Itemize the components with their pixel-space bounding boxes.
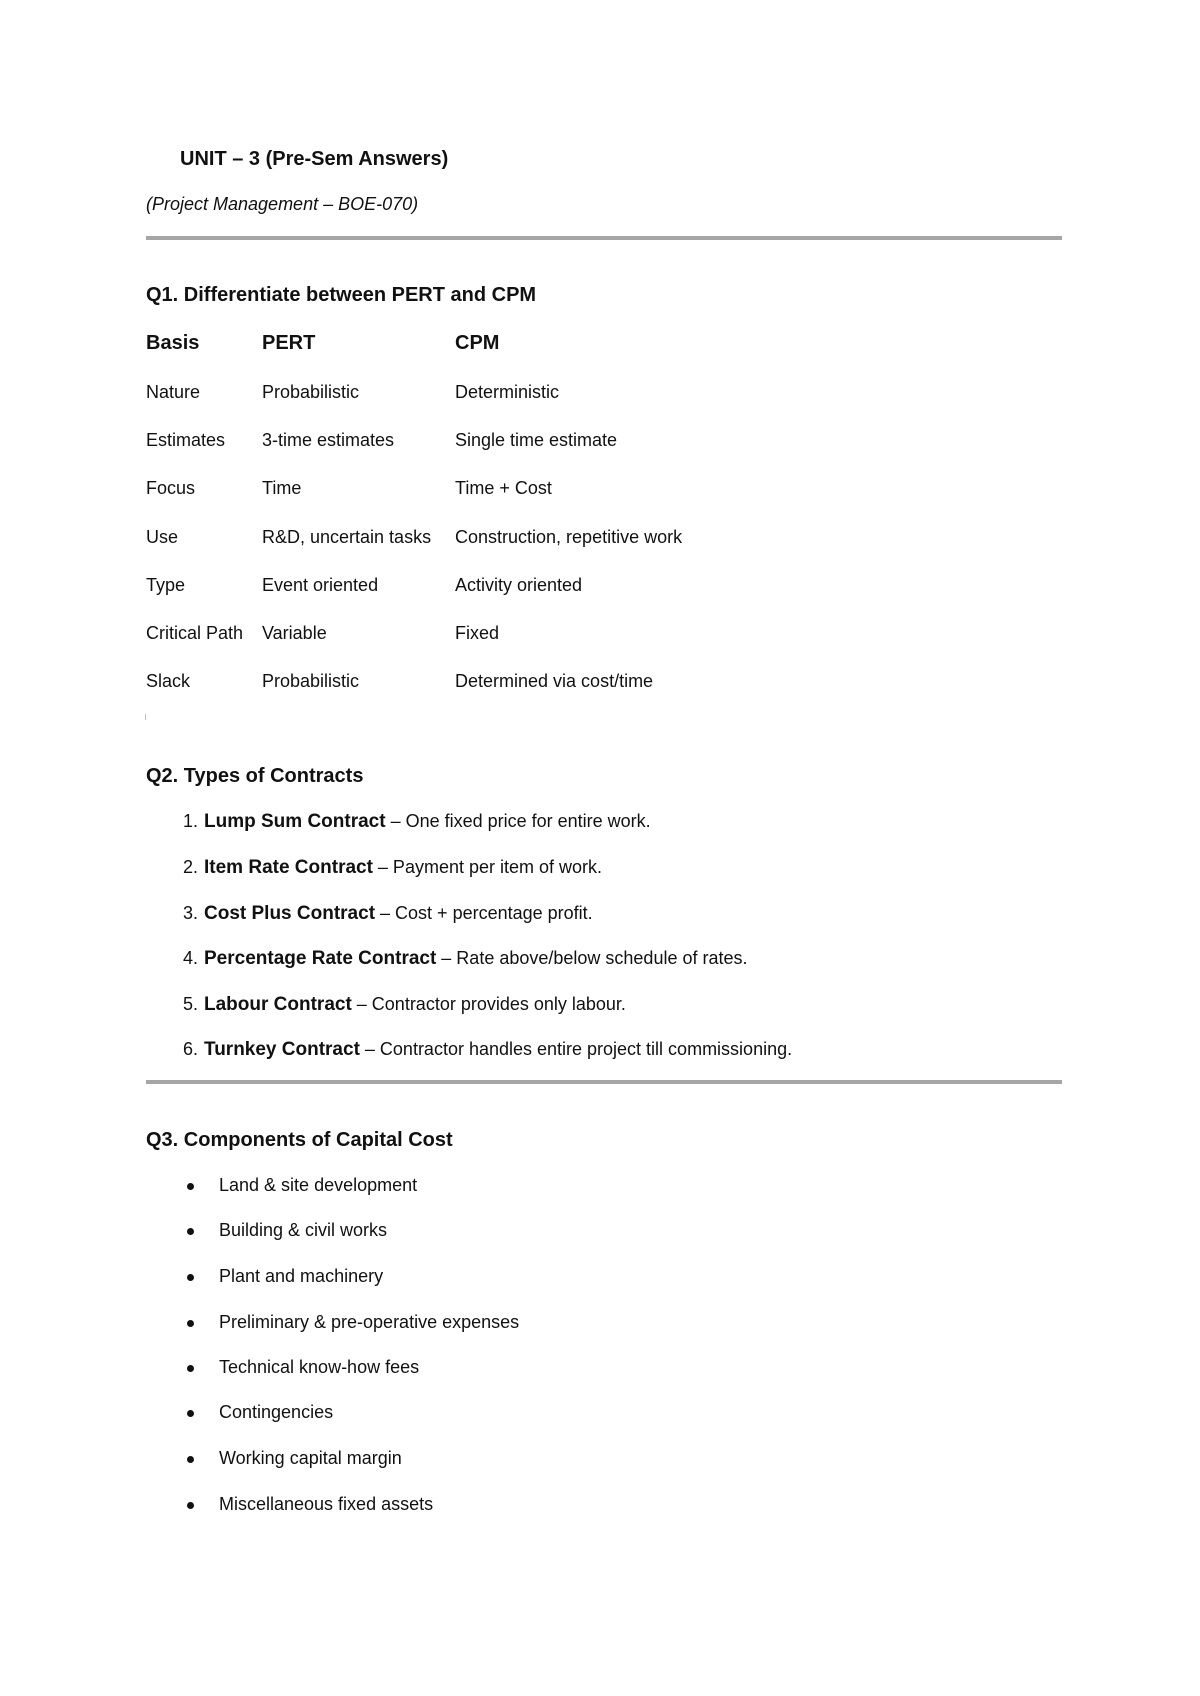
bullet-icon: [187, 1365, 194, 1372]
contract-desc: – Contractor provides only labour.: [351, 994, 626, 1014]
contract-term: Item Rate Contract: [204, 857, 373, 878]
table-cell: R&D, uncertain tasks: [262, 527, 432, 547]
document-subtitle: (Project Management – BOE-070): [146, 194, 419, 214]
table-cell: Time: [262, 478, 302, 498]
table-cell: Event oriented: [262, 575, 379, 595]
table-header-pert: PERT: [262, 332, 316, 354]
table-cell: Probabilistic: [262, 382, 360, 402]
table-cell: Single time estimate: [455, 430, 618, 450]
table-cell: Nature: [146, 382, 201, 402]
bullet-icon: [187, 1183, 194, 1190]
contract-desc: – One fixed price for entire work.: [385, 811, 651, 831]
list-number: 1.: [182, 811, 198, 831]
bullet-icon: [187, 1228, 194, 1235]
contract-term: Cost Plus Contract: [204, 903, 376, 924]
table-cell: Deterministic: [455, 382, 560, 402]
bullet-icon: [187, 1502, 194, 1509]
contract-desc: – Payment per item of work.: [372, 857, 603, 877]
bullet-icon: [187, 1456, 194, 1463]
list-number: 3.: [182, 903, 198, 923]
table-header-basis: Basis: [146, 332, 200, 354]
table-cell: Type: [146, 575, 186, 595]
table-cell: Fixed: [455, 623, 500, 643]
table-cell: Determined via cost/time: [455, 671, 654, 691]
q2-heading: Q2. Types of Contracts: [146, 765, 364, 787]
list-number: 5.: [182, 994, 198, 1014]
table-cell: Critical Path: [146, 623, 244, 643]
horizontal-rule: [146, 236, 1062, 240]
horizontal-rule: [146, 1080, 1062, 1084]
table-cell: Probabilistic: [262, 671, 360, 691]
table-cell: Construction, repetitive work: [455, 527, 683, 547]
table-header-cpm: CPM: [455, 332, 500, 354]
q1-heading: Q1. Differentiate between PERT and CPM: [146, 284, 537, 306]
contract-desc: – Rate above/below schedule of rates.: [436, 948, 748, 968]
contract-term: Percentage Rate Contract: [204, 948, 437, 969]
table-cell: Estimates: [146, 430, 226, 450]
document-title: UNIT – 3 (Pre-Sem Answers): [180, 148, 449, 170]
contract-term: Lump Sum Contract: [204, 811, 386, 832]
table-cell: Focus: [146, 478, 196, 498]
table-end-marker: [145, 714, 146, 720]
table-cell: Use: [146, 527, 179, 547]
bullet-icon: [187, 1410, 194, 1417]
bullet-icon: [187, 1274, 194, 1281]
list-number: 4.: [182, 948, 198, 968]
table-cell: Slack: [146, 671, 191, 691]
document-page: UNIT – 3 (Pre-Sem Answers) (Project Management – BOE-070) Q1. Differentiate between PERT and CPM Basis PERT CPM Nature Probabilistic Deterministic Estimates 3-time estimates Single time estimate Focus Time Time + Cost Use R&D, uncertain tasks Construction, repetitive work Type Event oriented Activity oriented Critical Path Variable Fixed Slack Probabilistic Determined via cost/time Q2. Types of Contracts 1. Lump Sum Contract – One fixed price for entire work. 2. Item Rate Contract – Payment per item of work. 3. Cost Plus Contract – Cost + percentage profit. 4. Percentage Rate Contract – Rate above/below schedule of rates. 5. Labour Contract – Contractor provides only labour. 6. Turnkey Contract – Contractor handles entire project till commissioning. Q3. Components of Capital Cost Land & site development Building & civil works Plant and machinery Preliminary & pre-operative expenses Technical know-how fees Contingencies Working capital margin Miscellaneous fixed assets: [0, 0, 1200, 1696]
contract-desc: – Contractor handles entire project till commissioning.: [359, 1039, 793, 1059]
q3-heading: Q3. Components of Capital Cost: [146, 1129, 453, 1151]
list-number: 6.: [182, 1039, 198, 1059]
table-cell: Activity oriented: [455, 575, 583, 595]
table-cell: Time + Cost: [455, 478, 552, 498]
bullet-icon: [187, 1320, 194, 1327]
table-cell: Variable: [262, 623, 327, 643]
table-cell: 3-time estimates: [262, 430, 395, 450]
contract-term: Turnkey Contract: [204, 1039, 360, 1060]
list-number: 2.: [182, 857, 198, 877]
contract-desc: – Cost + percentage profit.: [375, 903, 593, 923]
contract-term: Labour Contract: [204, 994, 352, 1015]
